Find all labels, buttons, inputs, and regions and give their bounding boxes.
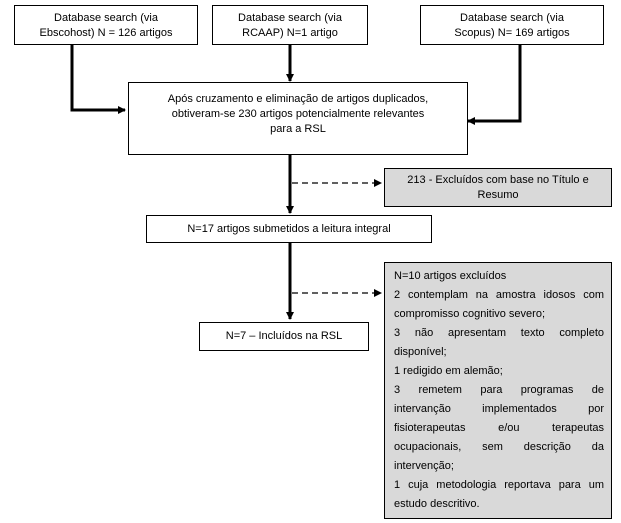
excluded-full-line-2: 2 contemplam na amostra idosos com bbox=[394, 289, 604, 301]
excluded-title-line-1: 213 - Excluídos com base no Título e bbox=[407, 174, 589, 186]
merged-line-2: obtiveram-se 230 artigos potencialmente relevantes bbox=[171, 108, 425, 120]
excluded-full-line-13: estudo descritivo. bbox=[394, 498, 480, 510]
excluded-full-line-7: 3 remetem para programas de bbox=[394, 384, 604, 396]
source-ebsco-line-2: Ebscohost) N = 126 artigos bbox=[39, 27, 173, 39]
excluded-title-box bbox=[384, 168, 612, 207]
arrow-ebsco-to-merged bbox=[72, 44, 125, 110]
source-scopus-line-1: Database search (via bbox=[460, 12, 564, 24]
source-rcaap-line-1: Database search (via bbox=[238, 12, 342, 24]
included-box bbox=[199, 322, 369, 351]
source-rcaap-line-2: RCAAP) N=1 artigo bbox=[242, 27, 338, 39]
excluded-full-line-9: fisioterapeutas e/ou terapeutas bbox=[394, 422, 604, 434]
source-scopus-box bbox=[420, 5, 604, 45]
merged-line-1: Após cruzamento e eliminação de artigos duplicados, bbox=[167, 93, 429, 105]
excluded-full-line-11: intervenção; bbox=[394, 460, 454, 472]
full-read-box bbox=[146, 215, 432, 243]
merged-line-3: para a RSL bbox=[270, 123, 326, 135]
excluded-title-line-2: Resumo bbox=[477, 189, 519, 201]
excluded-full-line-5: disponível; bbox=[394, 346, 447, 358]
excluded-full-line-4: 3 não apresentam texto completo bbox=[394, 327, 604, 339]
full-read-label: N=17 artigos submetidos a leitura integral bbox=[187, 223, 391, 235]
excluded-full-line-10: ocupacionais, sem descrição da bbox=[394, 441, 604, 453]
merged-results-box bbox=[128, 82, 468, 155]
excluded-full-line-8: intervanção implementados por bbox=[394, 403, 604, 415]
source-ebsco-line-1: Database search (via bbox=[54, 12, 158, 24]
source-rcaap-box bbox=[212, 5, 368, 45]
excluded-full-line-6: 1 redigido em alemão; bbox=[394, 365, 503, 377]
excluded-full-line-1: N=10 artigos excluídos bbox=[394, 270, 507, 282]
included-label: N=7 – Incluídos na RSL bbox=[225, 330, 343, 342]
arrow-scopus-to-merged bbox=[468, 44, 520, 121]
excluded-full-line-12: 1 cuja metodologia reportava para um bbox=[394, 479, 604, 491]
source-scopus-line-2: Scopus) N= 169 artigos bbox=[454, 27, 570, 39]
excluded-full-line-3: compromisso cognitivo severo; bbox=[394, 308, 546, 320]
excluded-full-read-box bbox=[384, 262, 612, 519]
source-ebsco-box bbox=[14, 5, 198, 45]
